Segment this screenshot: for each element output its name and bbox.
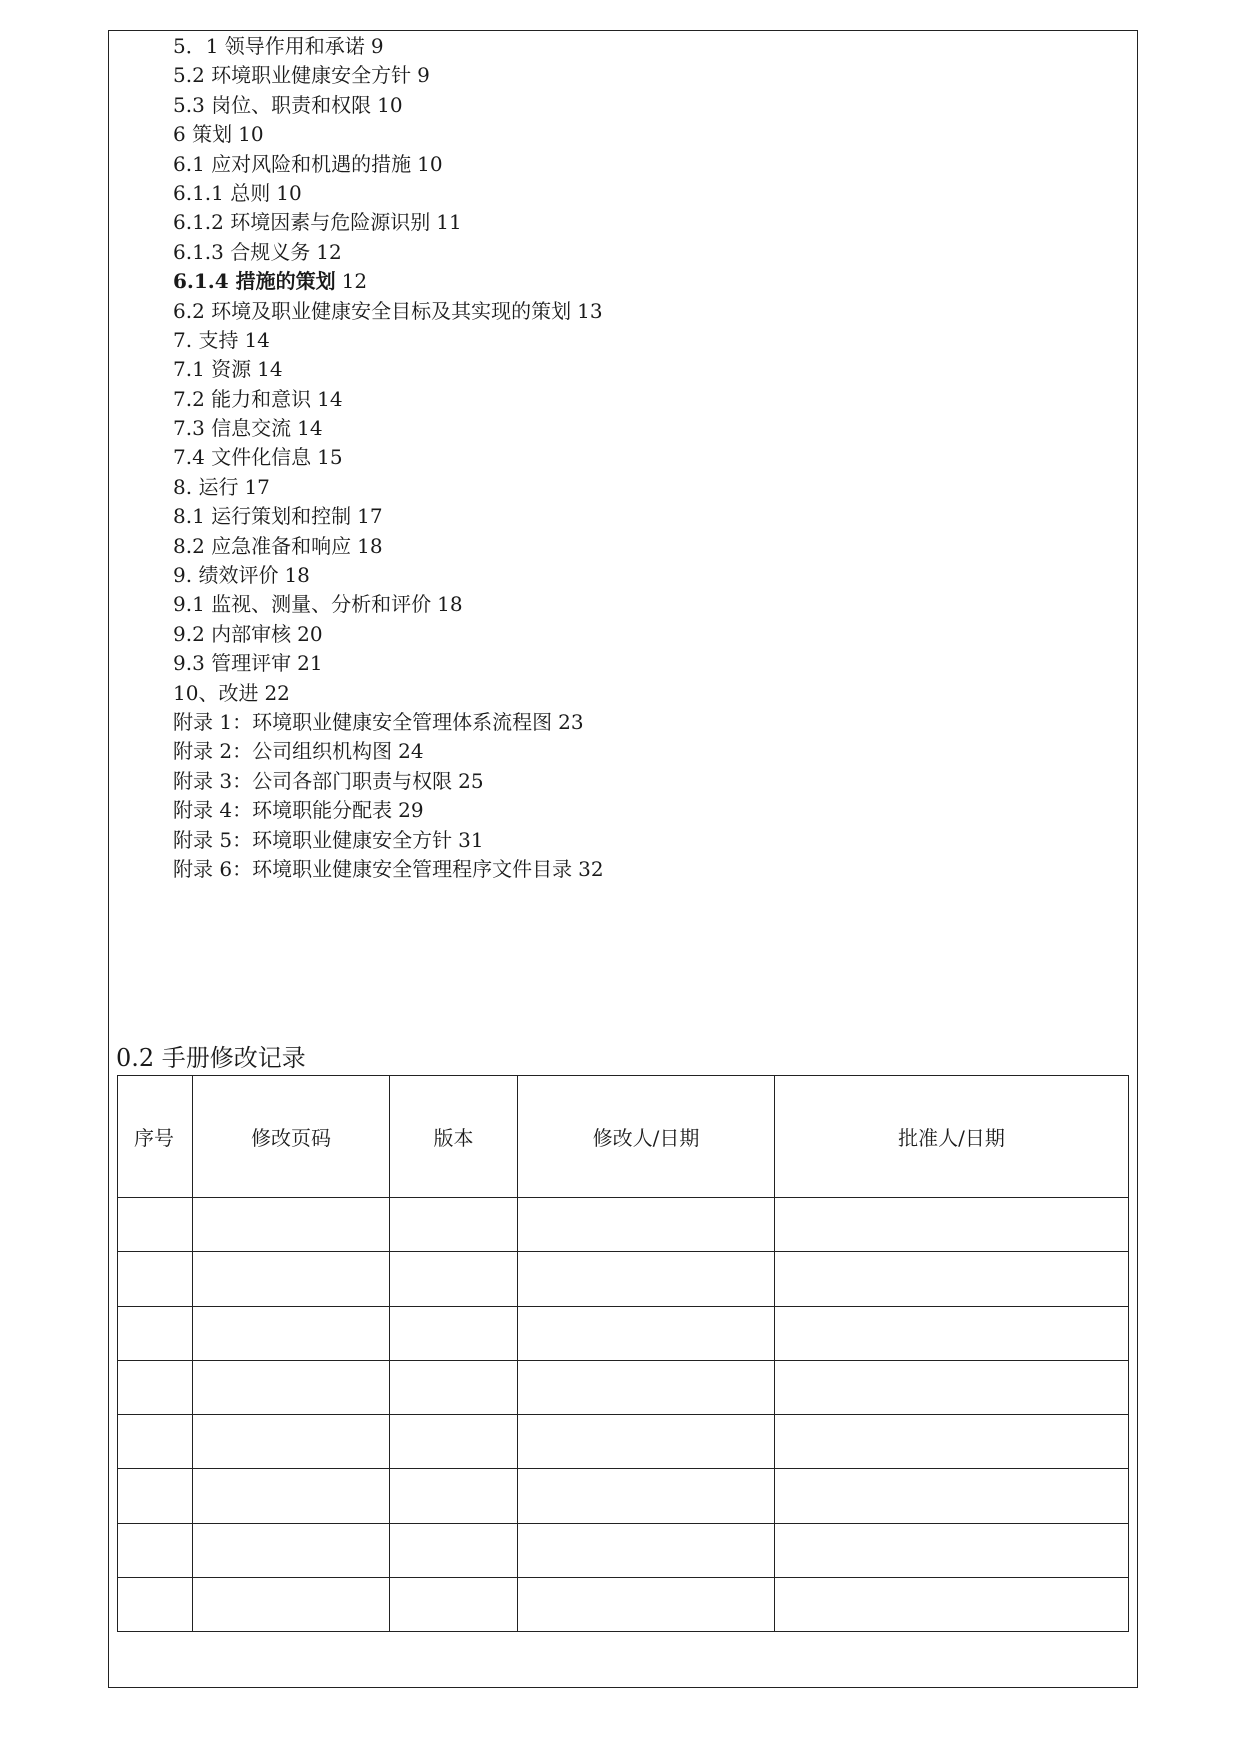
toc-entry-title: 10、改进 bbox=[173, 680, 259, 705]
toc-entry-page: 10 bbox=[417, 151, 443, 176]
section-title: 0.2 手册修改记录 bbox=[116, 1044, 306, 1072]
table-cell bbox=[390, 1252, 518, 1306]
table-cell bbox=[390, 1198, 518, 1252]
toc-entry-page: 13 bbox=[577, 298, 603, 323]
toc-entry bbox=[173, 297, 604, 326]
table-row bbox=[118, 1523, 1129, 1577]
toc-entry bbox=[173, 208, 604, 237]
toc-entry-title: 7. 支持 bbox=[173, 327, 239, 352]
table-cell bbox=[518, 1469, 775, 1523]
toc-entry-title: 8.1 运行策划和控制 bbox=[173, 504, 352, 529]
table-cell bbox=[118, 1198, 193, 1252]
table-header-row bbox=[118, 1076, 1129, 1198]
table-cell bbox=[775, 1306, 1129, 1360]
column-header-pages: 修改页码 bbox=[193, 1076, 390, 1198]
toc-entry-title: 8.2 应急准备和响应 bbox=[173, 533, 352, 558]
toc-entry bbox=[173, 561, 604, 590]
toc-entry bbox=[173, 355, 604, 384]
table-cell bbox=[775, 1415, 1129, 1469]
column-header-serial: 序号 bbox=[118, 1076, 193, 1198]
toc-entry-page: 11 bbox=[436, 210, 462, 235]
toc-entry-title: 附录 4：环境职能分配表 bbox=[173, 798, 393, 823]
toc-entry-title: 7.1 资源 bbox=[173, 357, 252, 382]
table-row bbox=[118, 1469, 1129, 1523]
toc-entry-title: 6.1.3 合规义务 bbox=[173, 239, 311, 264]
table-cell bbox=[775, 1252, 1129, 1306]
toc-entry-page: 10 bbox=[276, 180, 302, 205]
toc-entry-page: 32 bbox=[578, 856, 604, 881]
table-cell bbox=[390, 1578, 518, 1632]
table-row bbox=[118, 1578, 1129, 1632]
toc-entry bbox=[173, 590, 604, 619]
toc-entry bbox=[173, 796, 604, 825]
table-cell bbox=[193, 1306, 390, 1360]
table-cell bbox=[118, 1415, 193, 1469]
table-cell bbox=[518, 1198, 775, 1252]
toc-entry-title: 附录 6：环境职业健康安全管理程序文件目录 bbox=[173, 856, 573, 881]
table-cell bbox=[193, 1469, 390, 1523]
toc-entry-page: 31 bbox=[458, 827, 484, 852]
table-cell bbox=[775, 1578, 1129, 1632]
toc-entry-page: 25 bbox=[458, 768, 484, 793]
toc-entry bbox=[173, 679, 604, 708]
toc-entry-page: 12 bbox=[341, 269, 368, 294]
table-cell bbox=[118, 1469, 193, 1523]
toc-entry bbox=[173, 443, 604, 472]
table-cell bbox=[118, 1252, 193, 1306]
toc-entry-title: 5.2 环境职业健康安全方针 bbox=[173, 63, 412, 88]
toc-entry bbox=[173, 32, 604, 61]
column-header-approver-date: 批准人/日期 bbox=[775, 1076, 1129, 1198]
toc-entry bbox=[173, 238, 604, 267]
toc-entry bbox=[173, 473, 604, 502]
toc-entry-title: 6.1.4 措施的策划 bbox=[173, 269, 336, 294]
toc-entry-page: 17 bbox=[244, 474, 270, 499]
toc-entry bbox=[173, 91, 604, 120]
toc-entry-page: 18 bbox=[437, 592, 463, 617]
toc-entry-page: 24 bbox=[398, 739, 424, 764]
toc-entry-page: 14 bbox=[257, 357, 283, 382]
toc-entry-page: 17 bbox=[357, 504, 383, 529]
toc-entry-title: 9. 绩效评价 bbox=[173, 563, 279, 588]
table-row bbox=[118, 1306, 1129, 1360]
table-cell bbox=[518, 1578, 775, 1632]
table-cell bbox=[518, 1360, 775, 1414]
toc-entry-page: 22 bbox=[264, 680, 290, 705]
toc-entry bbox=[173, 737, 604, 766]
toc-entry-title: 7.2 能力和意识 bbox=[173, 386, 312, 411]
revision-record-table bbox=[117, 1075, 1129, 1632]
table-cell bbox=[118, 1306, 193, 1360]
toc-entry-page: 10 bbox=[377, 92, 403, 117]
toc-entry-page: 14 bbox=[244, 327, 270, 352]
toc-entry bbox=[173, 385, 604, 414]
toc-entry-title: 附录 3：公司各部门职责与权限 bbox=[173, 768, 453, 793]
table-cell bbox=[390, 1469, 518, 1523]
toc-entry-title: 7.3 信息交流 bbox=[173, 416, 292, 441]
toc-entry bbox=[173, 708, 604, 737]
table-cell bbox=[193, 1415, 390, 1469]
table-cell bbox=[118, 1578, 193, 1632]
table-cell bbox=[118, 1360, 193, 1414]
table-cell bbox=[193, 1198, 390, 1252]
toc-entry-title: 6.1.2 环境因素与危险源识别 bbox=[173, 210, 431, 235]
toc-entry bbox=[173, 120, 604, 149]
toc-entry-page: 21 bbox=[297, 651, 323, 676]
toc-entry bbox=[173, 414, 604, 443]
toc-entry bbox=[173, 267, 604, 296]
table-cell bbox=[775, 1360, 1129, 1414]
table-cell bbox=[193, 1252, 390, 1306]
table-cell bbox=[518, 1415, 775, 1469]
table-cell bbox=[390, 1306, 518, 1360]
toc-entry-title: 9.2 内部审核 bbox=[173, 621, 292, 646]
toc-entry-page: 12 bbox=[316, 239, 342, 264]
table-cell bbox=[518, 1523, 775, 1577]
toc-entry bbox=[173, 150, 604, 179]
toc-entry-page: 14 bbox=[297, 416, 323, 441]
table-cell bbox=[193, 1360, 390, 1414]
table-row bbox=[118, 1415, 1129, 1469]
column-header-modifier-date: 修改人/日期 bbox=[518, 1076, 775, 1198]
toc-entry-page: 18 bbox=[357, 533, 383, 558]
toc-entry-page: 20 bbox=[297, 621, 323, 646]
toc-entry-title: 8. 运行 bbox=[173, 474, 239, 499]
toc-entry-title: 6.1.1 总则 bbox=[173, 180, 271, 205]
table-row bbox=[118, 1252, 1129, 1306]
table-row bbox=[118, 1198, 1129, 1252]
toc-entry-title: 6 策划 bbox=[173, 122, 233, 147]
column-header-version: 版本 bbox=[390, 1076, 518, 1198]
toc-entry-page: 9 bbox=[370, 34, 384, 58]
toc-entry-page: 14 bbox=[317, 386, 343, 411]
toc-entry-title: 附录 1：环境职业健康安全管理体系流程图 bbox=[173, 709, 553, 734]
toc-entry bbox=[173, 826, 604, 855]
toc-entry bbox=[173, 855, 604, 884]
toc-entry bbox=[173, 326, 604, 355]
table-cell bbox=[518, 1252, 775, 1306]
table-cell bbox=[775, 1198, 1129, 1252]
toc-entry-title: 9.1 监视、测量、分析和评价 bbox=[173, 592, 432, 617]
toc-entry-title: 7.4 文件化信息 bbox=[173, 445, 312, 470]
toc-entry bbox=[173, 532, 604, 561]
toc-entry bbox=[173, 620, 604, 649]
table-cell bbox=[390, 1523, 518, 1577]
table-cell bbox=[390, 1360, 518, 1414]
table-cell bbox=[775, 1469, 1129, 1523]
table-cell bbox=[193, 1578, 390, 1632]
toc-entry bbox=[173, 61, 604, 90]
table-cell bbox=[518, 1306, 775, 1360]
toc-entry-title: 6.1 应对风险和机遇的措施 bbox=[173, 151, 412, 176]
toc-entry-title: 附录 5：环境职业健康安全方针 bbox=[173, 827, 453, 852]
toc-entry-title: 5．1 领导作用和承诺 bbox=[173, 34, 365, 58]
toc-entry-page: 29 bbox=[398, 798, 424, 823]
table-cell bbox=[193, 1523, 390, 1577]
toc-entry bbox=[173, 502, 604, 531]
table-of-contents bbox=[173, 32, 604, 884]
toc-entry-title: 5.3 岗位、职责和权限 bbox=[173, 92, 372, 117]
table-row bbox=[118, 1360, 1129, 1414]
toc-entry bbox=[173, 649, 604, 678]
toc-entry-page: 9 bbox=[417, 63, 430, 88]
toc-entry-page: 10 bbox=[238, 122, 264, 147]
toc-entry-title: 附录 2：公司组织机构图 bbox=[173, 739, 393, 764]
toc-entry bbox=[173, 179, 604, 208]
toc-entry-title: 9.3 管理评审 bbox=[173, 651, 292, 676]
toc-entry-page: 23 bbox=[558, 709, 584, 734]
toc-entry-page: 18 bbox=[284, 563, 310, 588]
table-cell bbox=[118, 1523, 193, 1577]
table-cell bbox=[390, 1415, 518, 1469]
table-cell bbox=[775, 1523, 1129, 1577]
toc-entry-title: 6.2 环境及职业健康安全目标及其实现的策划 bbox=[173, 298, 572, 323]
toc-entry-page: 15 bbox=[317, 445, 343, 470]
toc-entry bbox=[173, 767, 604, 796]
